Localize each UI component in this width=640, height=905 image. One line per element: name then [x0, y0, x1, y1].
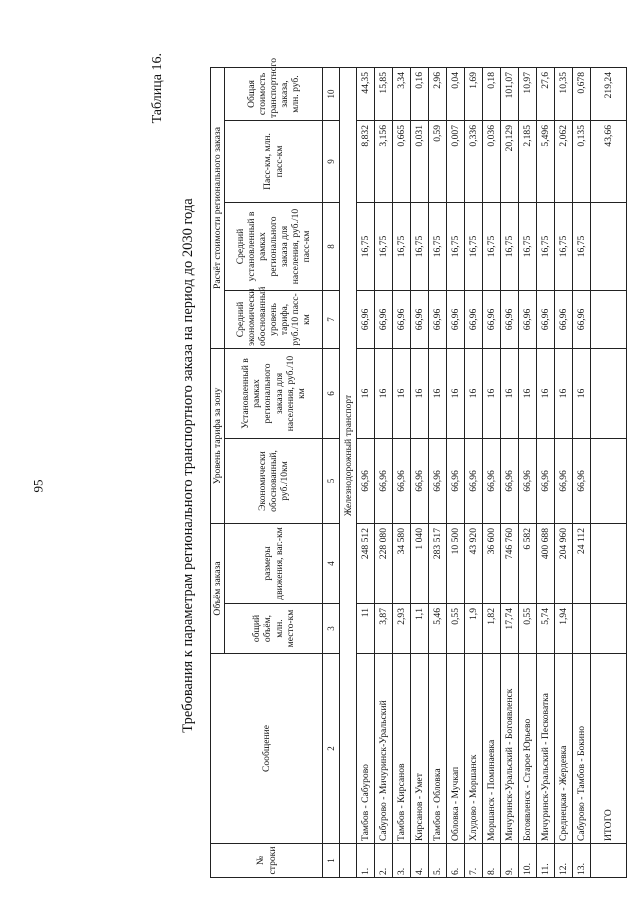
cell-economic-tariff: 66,96 [465, 438, 483, 523]
cell-total-cost: 0,16 [411, 67, 429, 120]
cell-passenger-km: 8,832 [357, 120, 375, 202]
cell-row-number: 5. [429, 844, 447, 878]
cell-avg-economic-tariff: 66,96 [429, 290, 447, 348]
cell-passenger-km: 0,336 [465, 120, 483, 202]
cell-row-number: 7. [465, 844, 483, 878]
cell-row-number: 2. [375, 844, 393, 878]
table-row [429, 67, 447, 877]
cell-avg-set-tariff: 16,75 [357, 202, 375, 290]
table-row [519, 67, 537, 877]
header-economic-tariff: Экономически обоснованный, руб./10км [225, 438, 323, 523]
table-row [465, 67, 483, 877]
cell-avg-economic-tariff: 66,96 [483, 290, 501, 348]
section-spacer [340, 844, 357, 878]
column-number: 8 [323, 202, 340, 290]
cell-passenger-km: 2,185 [519, 120, 537, 202]
cell-total-volume: 1,94 [555, 604, 573, 654]
cell-total-volume: 11 [357, 604, 375, 654]
cell-route-name: Обловка - Мучкап [447, 654, 465, 844]
column-number: 9 [323, 120, 340, 202]
cell-total-cost: 27,6 [537, 67, 555, 120]
cell-set-tariff: 16 [465, 348, 483, 438]
cell-passenger-km: 3,156 [375, 120, 393, 202]
cell-total-cost: 1,69 [465, 67, 483, 120]
cell-set-tariff: 16 [393, 348, 411, 438]
cell-economic-tariff: 66,96 [573, 438, 591, 523]
cell-passenger-km: 0,665 [393, 120, 411, 202]
cell-traffic-size: 228 080 [375, 523, 393, 603]
cell-total-volume: 5,74 [537, 604, 555, 654]
cell-traffic-size: 10 500 [447, 523, 465, 603]
total-spacer [591, 844, 627, 878]
cell-route-name: Среднецкая - Жердевка [555, 654, 573, 844]
cell-passenger-km: 5,496 [537, 120, 555, 202]
table-row [411, 67, 429, 877]
header-set-tariff: Установленный в рамках регионального заказа для населения, руб./10 км [225, 348, 323, 438]
column-number: 4 [323, 523, 340, 603]
cell-passenger-km: 20,129 [501, 120, 519, 202]
cell-row-number: 11. [537, 844, 555, 878]
table-label: Таблица 16. [150, 53, 165, 124]
cell-economic-tariff: 66,96 [393, 438, 411, 523]
cell-set-tariff: 16 [537, 348, 555, 438]
total-empty-c5 [591, 438, 627, 523]
cell-set-tariff: 16 [555, 348, 573, 438]
header-avg-economic-tariff: Средний экономически обоснованный уровень тарифа, руб./10 пасс-км [225, 290, 323, 348]
cell-row-number: 3. [393, 844, 411, 878]
table-row [375, 67, 393, 877]
cell-avg-set-tariff: 16,75 [465, 202, 483, 290]
cell-route-name: Мичуринск-Уральский - Песковатка [537, 654, 555, 844]
column-numbers-row [323, 67, 340, 877]
cell-route-name: Сабурово - Мичуринск-Уральский [375, 654, 393, 844]
cell-economic-tariff: 66,96 [555, 438, 573, 523]
table-row [393, 67, 411, 877]
total-cost: 219,24 [591, 67, 627, 120]
rotated-page-content [120, 43, 640, 888]
cell-total-cost: 0,18 [483, 67, 501, 120]
cell-route-name: Сабурово - Тамбов - Бокино [573, 654, 591, 844]
cell-avg-set-tariff: 16,75 [537, 202, 555, 290]
total-passenger-km: 43,66 [591, 120, 627, 202]
cell-total-cost: 44,35 [357, 67, 375, 120]
cell-traffic-size: 43 920 [465, 523, 483, 603]
table-row [555, 67, 573, 877]
cell-traffic-size: 283 517 [429, 523, 447, 603]
cell-traffic-size: 36 600 [483, 523, 501, 603]
requirements-table-container [210, 58, 640, 878]
header-traffic-size: размеры движения, ваг.-км [225, 523, 323, 603]
total-label: ИТОГО [591, 654, 627, 844]
cell-passenger-km: 0,59 [429, 120, 447, 202]
column-number: 10 [323, 67, 340, 120]
cell-avg-economic-tariff: 66,96 [537, 290, 555, 348]
cell-avg-economic-tariff: 66,96 [573, 290, 591, 348]
cell-route-name: Богоявленск - Старое Юрьево [519, 654, 537, 844]
header-group-cost: Расчёт стоимости регионального заказа [211, 67, 225, 348]
cell-traffic-size: 248 512 [357, 523, 375, 603]
cell-passenger-km: 0,031 [411, 120, 429, 202]
cell-avg-set-tariff: 16,75 [555, 202, 573, 290]
cell-total-cost: 101,07 [501, 67, 519, 120]
cell-economic-tariff: 66,96 [357, 438, 375, 523]
cell-set-tariff: 16 [375, 348, 393, 438]
cell-economic-tariff: 66,96 [537, 438, 555, 523]
page-number: 95 [30, 479, 45, 493]
cell-total-cost: 0,678 [573, 67, 591, 120]
cell-total-volume: 2,93 [393, 604, 411, 654]
cell-traffic-size: 1 040 [411, 523, 429, 603]
cell-passenger-km: 0,036 [483, 120, 501, 202]
cell-row-number: 8. [483, 844, 501, 878]
cell-route-name: Кирсанов - Умет [411, 654, 429, 844]
cell-avg-set-tariff: 16,75 [411, 202, 429, 290]
cell-total-volume: 17,74 [501, 604, 519, 654]
header-group-tariff: Уровень тарифа за зону [211, 348, 225, 523]
cell-economic-tariff: 66,96 [483, 438, 501, 523]
cell-passenger-km: 2,062 [555, 120, 573, 202]
table-row [447, 67, 465, 877]
cell-passenger-km: 0,007 [447, 120, 465, 202]
cell-set-tariff: 16 [519, 348, 537, 438]
cell-passenger-km: 0,135 [573, 120, 591, 202]
total-empty-c4 [591, 523, 627, 603]
cell-avg-economic-tariff: 66,96 [375, 290, 393, 348]
cell-route-name: Хлудово - Моршанск [465, 654, 483, 844]
section-label: Железнодорожный транспорт [340, 67, 357, 843]
cell-set-tariff: 16 [483, 348, 501, 438]
cell-set-tariff: 16 [429, 348, 447, 438]
table-row [357, 67, 375, 877]
cell-set-tariff: 16 [573, 348, 591, 438]
total-empty-c6 [591, 348, 627, 438]
cell-economic-tariff: 66,96 [375, 438, 393, 523]
total-empty-c3 [591, 604, 627, 654]
cell-total-cost: 0,04 [447, 67, 465, 120]
header-passenger-km: Пасс-км, млн. пасс-км [225, 120, 323, 202]
cell-avg-set-tariff: 16,75 [501, 202, 519, 290]
cell-row-number: 1. [357, 844, 375, 878]
cell-total-cost: 3,34 [393, 67, 411, 120]
column-number: 5 [323, 438, 340, 523]
cell-avg-economic-tariff: 66,96 [555, 290, 573, 348]
cell-traffic-size: 204 960 [555, 523, 573, 603]
header-message: Сообщение [211, 654, 323, 844]
cell-traffic-size: 24 112 [573, 523, 591, 603]
cell-route-name: Тамбов - Сабурово [357, 654, 375, 844]
cell-avg-set-tariff: 16,75 [483, 202, 501, 290]
cell-row-number: 6. [447, 844, 465, 878]
cell-avg-set-tariff: 16,75 [375, 202, 393, 290]
column-number: 7 [323, 290, 340, 348]
header-total-volume: общий объём, млн. место-км [225, 604, 323, 654]
cell-row-number: 4. [411, 844, 429, 878]
column-number: 1 [323, 844, 340, 878]
cell-total-volume: 5,46 [429, 604, 447, 654]
cell-economic-tariff: 66,96 [519, 438, 537, 523]
cell-row-number: 9. [501, 844, 519, 878]
header-avg-set-tariff: Средний установленный в рамках регионального заказа для населения, руб./10 пасс-км [225, 202, 323, 290]
requirements-table [210, 58, 627, 878]
cell-traffic-size: 746 760 [501, 523, 519, 603]
cell-total-volume: 1,82 [483, 604, 501, 654]
cell-avg-economic-tariff: 66,96 [519, 290, 537, 348]
cell-total-cost: 10,35 [555, 67, 573, 120]
cell-route-name: Тамбов - Обловка [429, 654, 447, 844]
cell-avg-economic-tariff: 66,96 [501, 290, 519, 348]
cell-total-volume: 1,9 [465, 604, 483, 654]
cell-economic-tariff: 66,96 [411, 438, 429, 523]
section-row [340, 67, 357, 877]
total-empty-c7 [591, 290, 627, 348]
cell-total-volume [573, 604, 591, 654]
column-number: 3 [323, 604, 340, 654]
cell-avg-set-tariff: 16,75 [429, 202, 447, 290]
total-row [591, 67, 627, 877]
cell-avg-set-tariff: 16,75 [393, 202, 411, 290]
cell-total-cost: 2,96 [429, 67, 447, 120]
cell-economic-tariff: 66,96 [447, 438, 465, 523]
table-body [340, 67, 591, 877]
cell-avg-economic-tariff: 66,96 [357, 290, 375, 348]
cell-avg-set-tariff: 16,75 [519, 202, 537, 290]
total-empty-c8 [591, 202, 627, 290]
column-number: 2 [323, 654, 340, 844]
cell-avg-economic-tariff: 66,96 [393, 290, 411, 348]
cell-set-tariff: 16 [447, 348, 465, 438]
cell-total-volume: 1,1 [411, 604, 429, 654]
table-row [501, 67, 519, 877]
header-total-cost: Общая стоимость транспортного заказа, млн. руб. [225, 67, 323, 120]
header-row-number: № строки [211, 844, 323, 878]
cell-route-name: Моршанск - Поминаевка [483, 654, 501, 844]
cell-economic-tariff: 66,96 [429, 438, 447, 523]
cell-avg-economic-tariff: 66,96 [447, 290, 465, 348]
cell-row-number: 12. [555, 844, 573, 878]
table-row [483, 67, 501, 877]
cell-total-volume: 3,87 [375, 604, 393, 654]
cell-total-volume: 0,55 [447, 604, 465, 654]
document-title: Требования к параметрам регионального транспортного заказа на период до 2030 года [180, 198, 196, 733]
cell-traffic-size: 6 582 [519, 523, 537, 603]
cell-set-tariff: 16 [357, 348, 375, 438]
cell-set-tariff: 16 [501, 348, 519, 438]
cell-total-volume: 0,55 [519, 604, 537, 654]
column-number: 6 [323, 348, 340, 438]
table-row [537, 67, 555, 877]
table-row [573, 67, 591, 877]
cell-avg-set-tariff: 16,75 [447, 202, 465, 290]
cell-set-tariff: 16 [411, 348, 429, 438]
cell-avg-economic-tariff: 66,96 [465, 290, 483, 348]
cell-economic-tariff: 66,96 [501, 438, 519, 523]
cell-avg-set-tariff: 16,75 [573, 202, 591, 290]
cell-route-name: Тамбов - Кирсанов [393, 654, 411, 844]
cell-route-name: Мичуринск-Уральский - Богоявленск [501, 654, 519, 844]
cell-row-number: 10. [519, 844, 537, 878]
cell-avg-economic-tariff: 66,96 [411, 290, 429, 348]
cell-total-cost: 15,85 [375, 67, 393, 120]
cell-row-number: 13. [573, 844, 591, 878]
header-group-volume: Объём заказа [211, 523, 225, 653]
cell-traffic-size: 400 688 [537, 523, 555, 603]
cell-traffic-size: 34 580 [393, 523, 411, 603]
cell-total-cost: 10,97 [519, 67, 537, 120]
